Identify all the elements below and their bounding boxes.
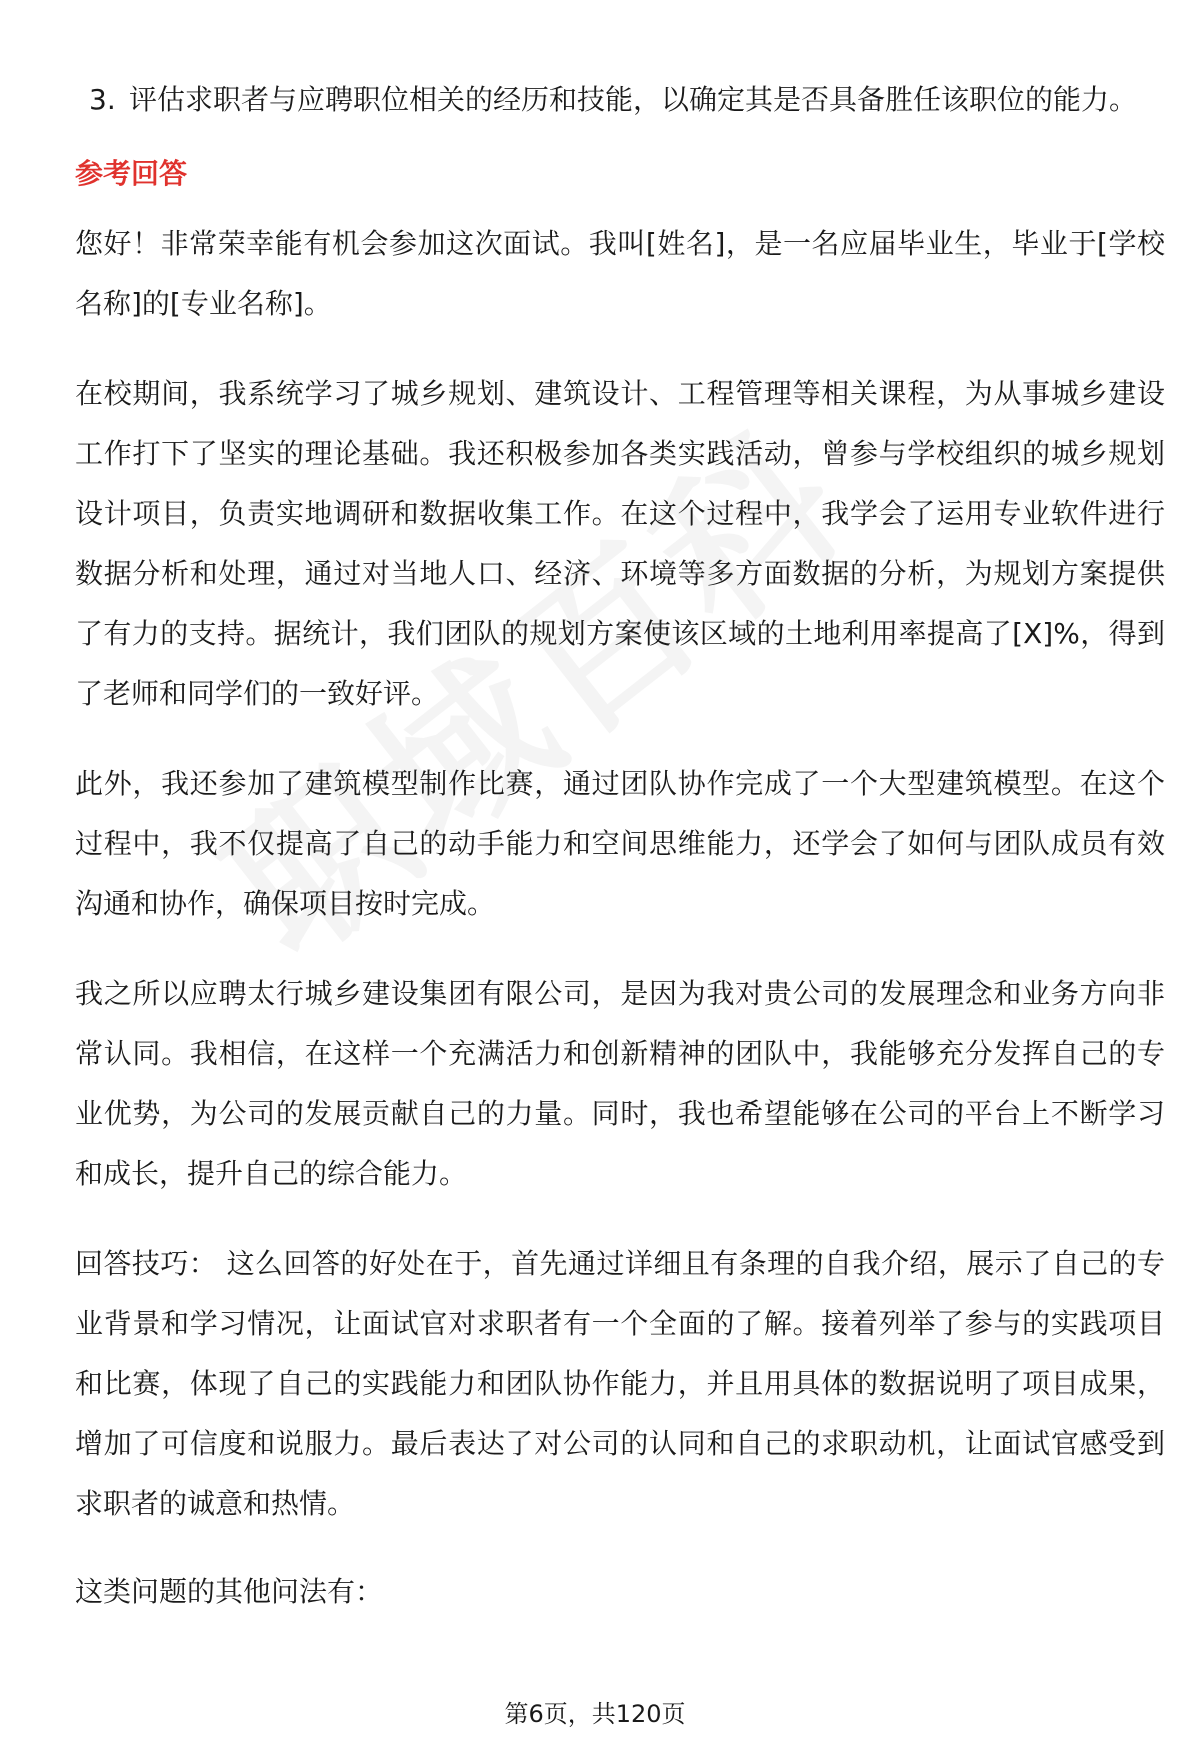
page-footer: 第6页，共120页 — [504, 1700, 686, 1728]
section-heading: 参考回答 — [75, 157, 188, 190]
list-text: 评估求职者与应聘职位相关的经历和技能，以确定其是否具备胜任该职位的能力。 — [129, 83, 1138, 116]
paragraph-motivation: 我之所以应聘太行城乡建设集团有限公司，是因为我对贵公司的发展理念和业务方向非常认同。我相信，在这样一个充满活力和创新精神的团队中，我能够充分发挥自己的专业优势，为公司的发展贡献自己的力量。同时，我也希望能够在公司的平台上不断学习和成长，提升自己的综合能力。 — [75, 977, 1165, 1190]
paragraph-competition: 此外，我还参加了建筑模型制作比赛，通过团队协作完成了一个大型建筑模型。在这个过程中，我不仅提高了自己的动手能力和空间思维能力，还学会了如何与团队成员有效沟通和协作，确保项目按时完成。 — [75, 767, 1165, 920]
other-questions-label: 这类问题的其他问法有： — [75, 1575, 384, 1608]
list-item — [75, 70, 1165, 130]
list-number: 3. — [89, 83, 116, 116]
answer-tip: 回答技巧： 这么回答的好处在于，首先通过详细且有条理的自我介绍，展示了自己的专业背景和学习情况，让面试官对求职者有一个全面的了解。接着列举了参与的实践项目和比赛，体现了自己的实践能力和团队协作能力，并且用具体的数据说明了项目成果，增加了可信度和说服力。最后表达了对公司的认同和自己的求职动机，让面试官感受到求职者的诚意和热情。 — [75, 1247, 1165, 1520]
paragraph-school: 在校期间，我系统学习了城乡规划、建筑设计、工程管理等相关课程，为从事城乡建设工作打下了坚实的理论基础。我还积极参加各类实践活动，曾参与学校组织的城乡规划设计项目，负责实地调研和数据收集工作。在这个过程中，我学会了运用专业软件进行数据分析和处理，通过对当地人口、经济、环境等多方面数据的分析，为规划方案提供了有力的支持。据统计，我们团队的规划方案使该区域的土地利用率提高了[X]%，得到了老师和同学们的一致好评。 — [75, 377, 1165, 710]
paragraph-intro: 您好！非常荣幸能有机会参加这次面试。我叫[姓名]，是一名应届毕业生，毕业于[学校名称]的[专业名称]。 — [75, 227, 1165, 320]
document-page — [75, 70, 1165, 1622]
